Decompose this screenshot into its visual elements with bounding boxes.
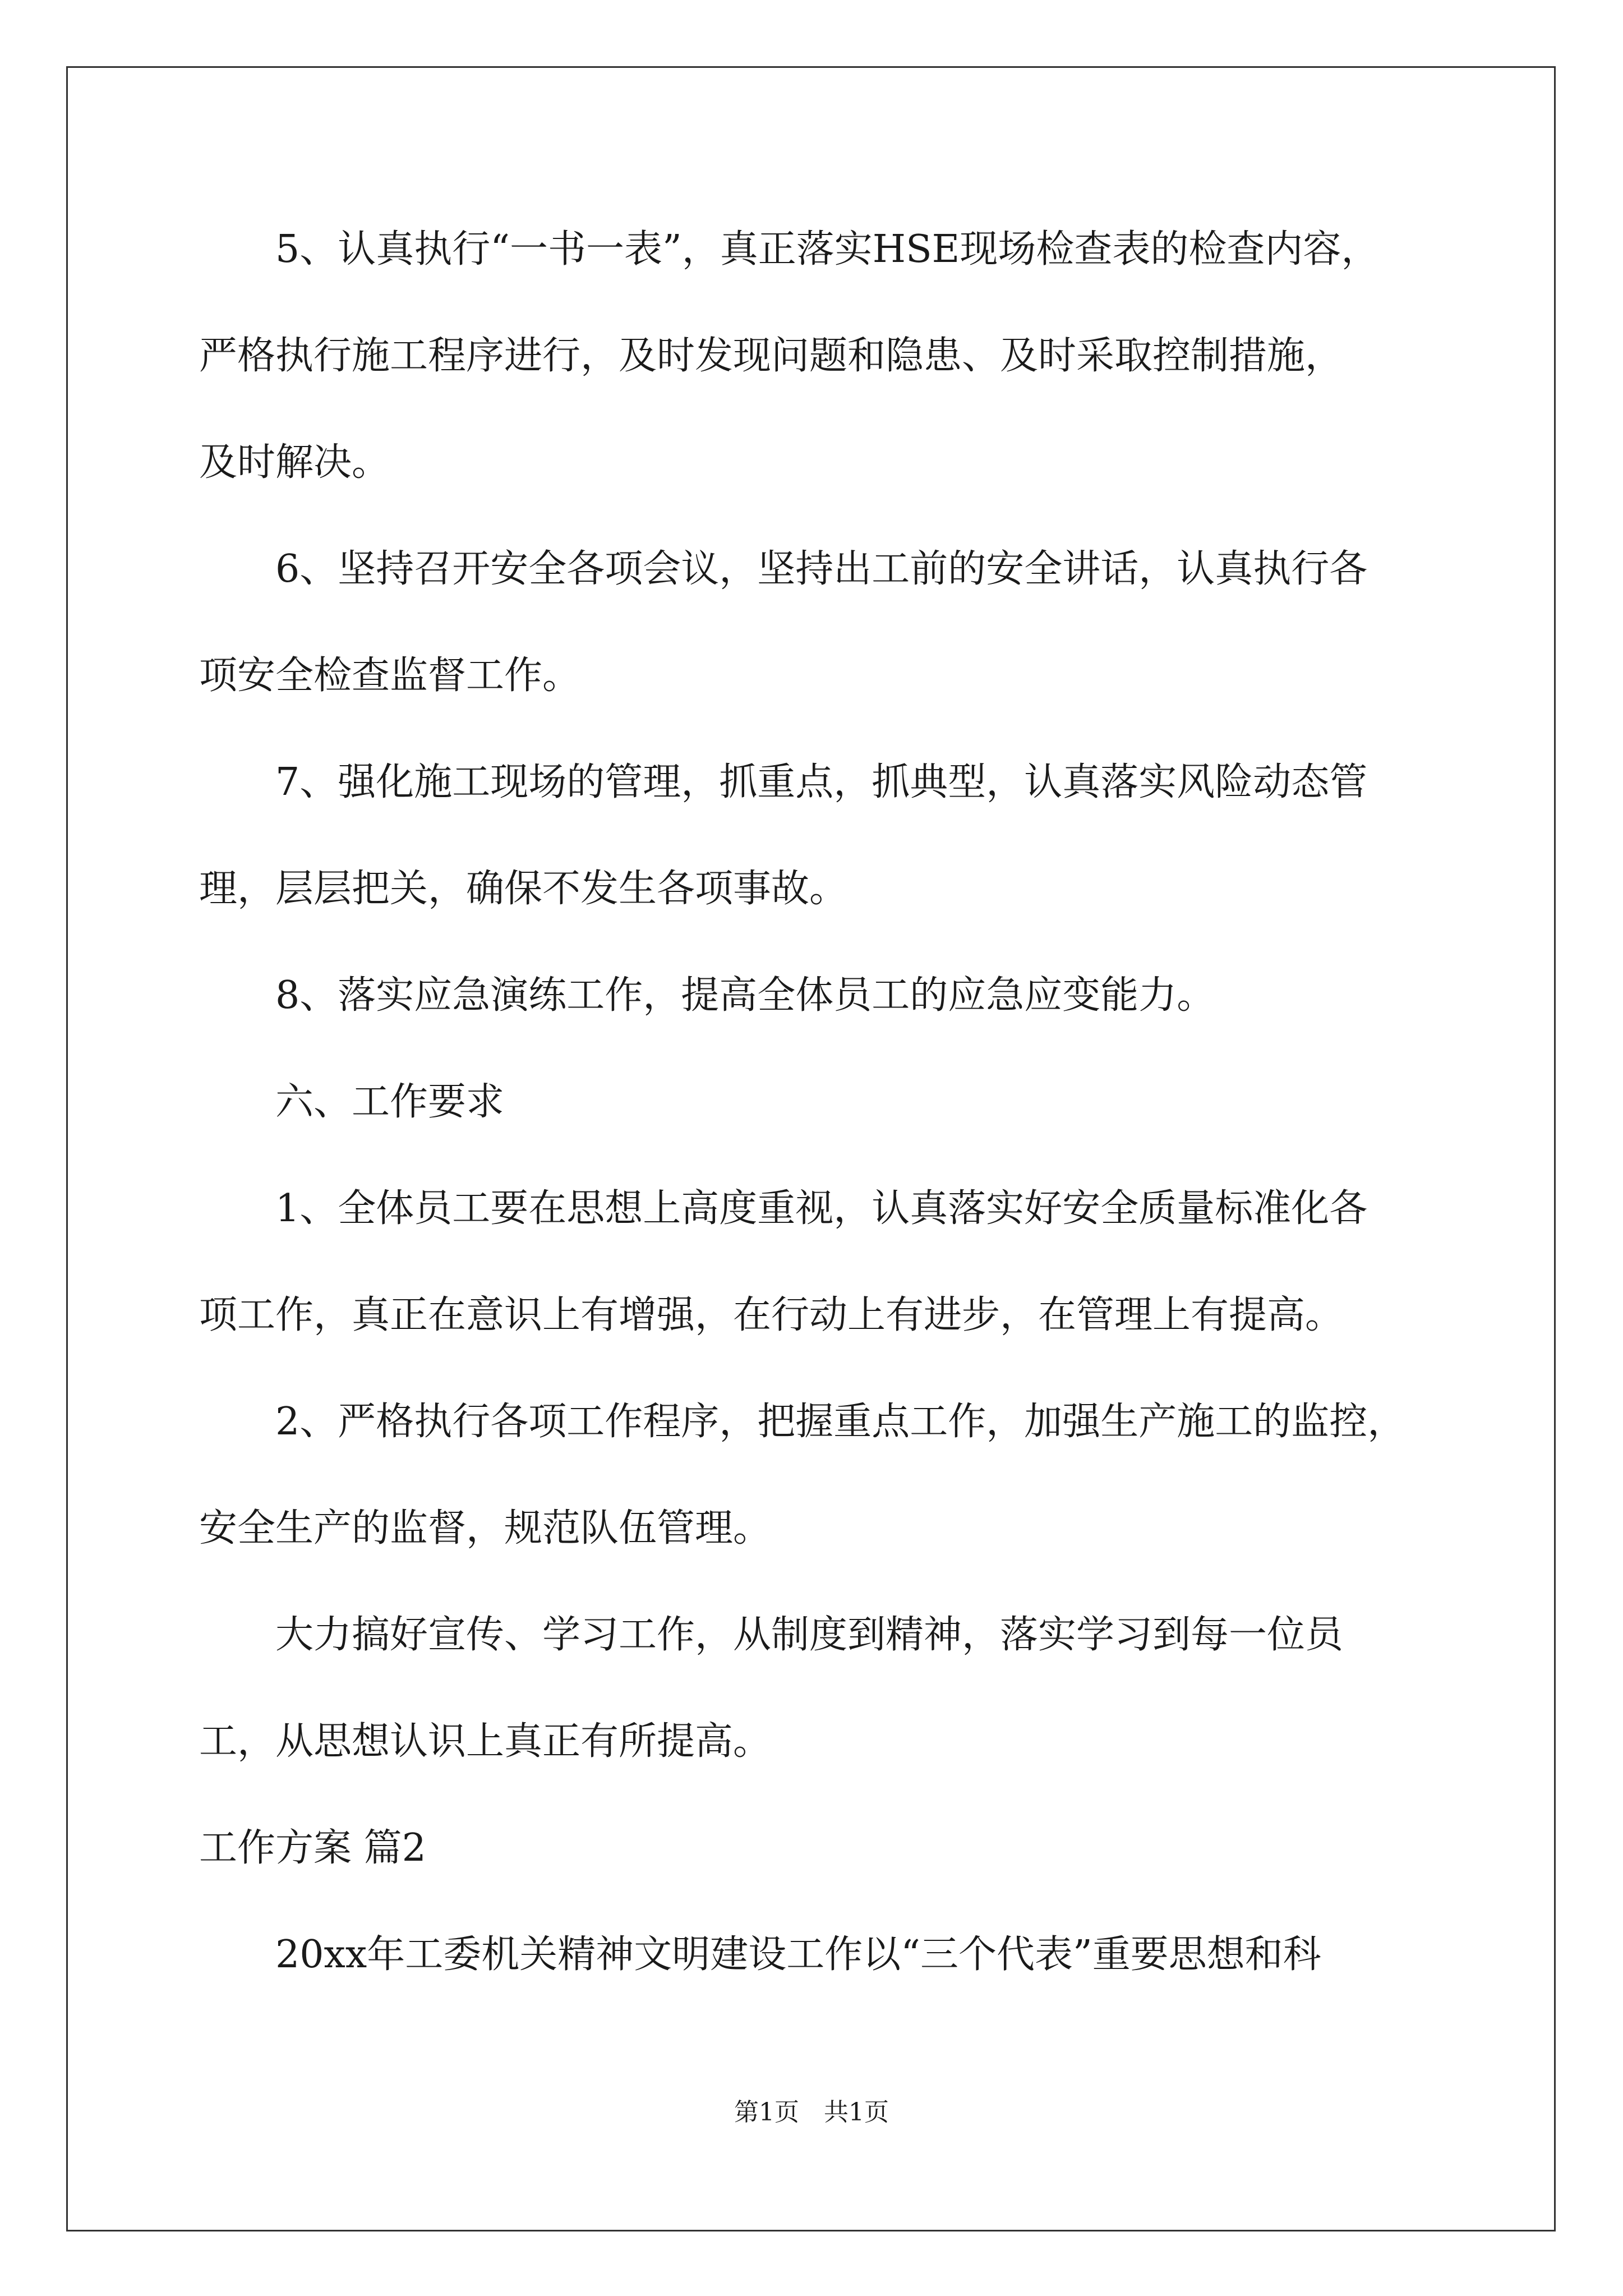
text-line: 及时解决。 [199,440,390,485]
text-line: 6、坚持召开安全各项会议，坚持出工前的安全讲话，认真执行各 [199,547,1368,591]
page-footer: 第1页 共1页 [734,2098,889,2127]
text-line: 20xx年工委机关精神文明建设工作以“三个代表”重要思想和科 [199,1932,1321,1977]
text-line: 项工作，真正在意识上有增强，在行动上有进步，在管理上有提高。 [199,1293,1344,1337]
text-line: 理，层层把关，确保不发生各项事故。 [199,867,848,911]
text-line: 2、严格执行各项工作程序，把握重点工作，加强生产施工的监控， [199,1400,1406,1444]
text-line: 项安全检查监督工作。 [199,654,581,698]
section-heading: 六、工作要求 [199,1080,505,1124]
text-line: 严格执行施工程序进行，及时发现问题和隐患、及时采取控制措施， [199,334,1344,378]
text-line: 安全生产的监督，规范队伍管理。 [199,1506,772,1550]
section-title: 工作方案 篇2 [199,1826,426,1870]
text-line: 大力搞好宣传、学习工作，从制度到精神，落实学习到每一位员 [199,1613,1344,1657]
text-line: 5、认真执行“一书一表”，真正落实HSE现场检查表的检查内容， [199,227,1380,272]
text-line: 7、强化施工现场的管理，抓重点，抓典型，认真落实风险动态管 [199,760,1368,804]
text-line: 1、全体员工要在思想上高度重视，认真落实好安全质量标准化各 [199,1186,1368,1231]
page-border [66,66,1556,2231]
text-line: 8、落实应急演练工作，提高全体员工的应急应变能力。 [199,973,1215,1018]
text-line: 工，从思想认识上真正有所提高。 [199,1719,772,1764]
